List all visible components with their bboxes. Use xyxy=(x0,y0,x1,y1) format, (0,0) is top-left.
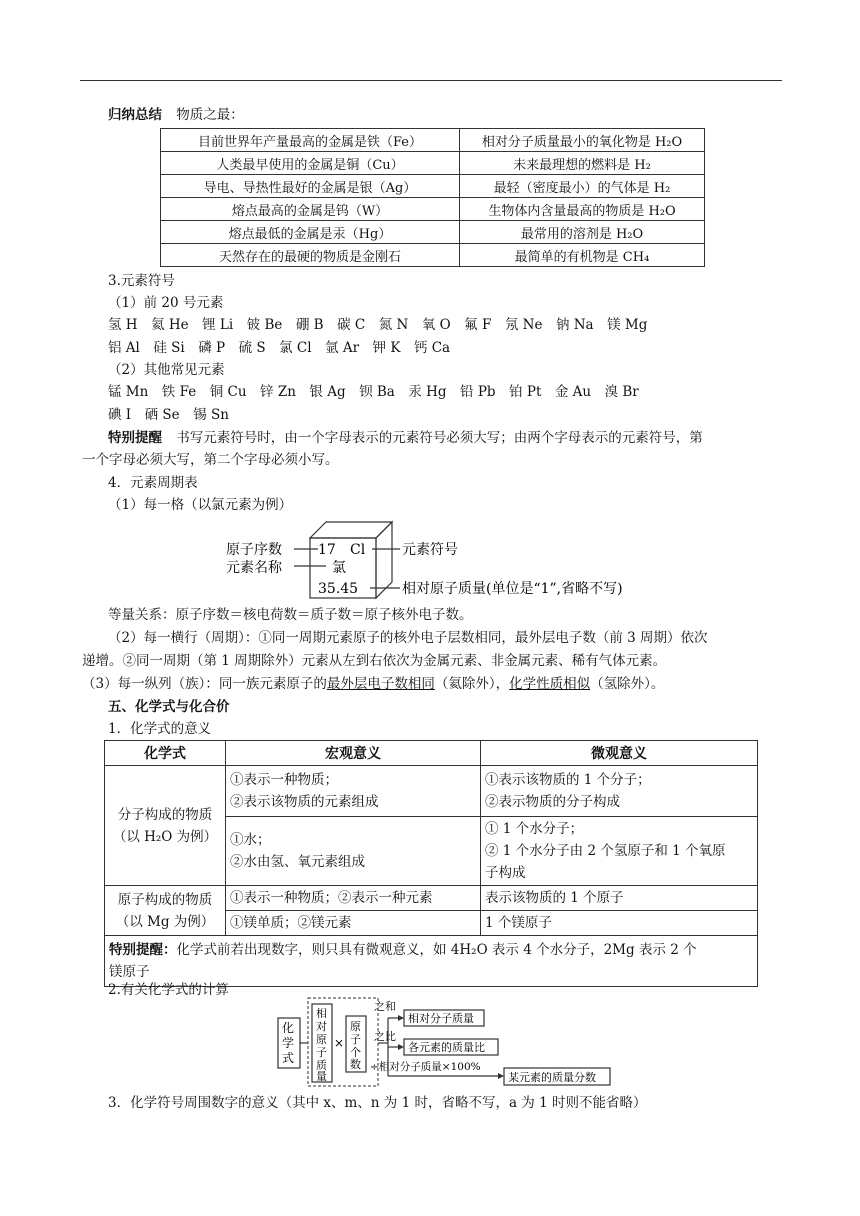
result-mass-fraction: 某元素的质量分数 xyxy=(508,1071,596,1084)
cell-line: ①表示该物质的 1 个分子； xyxy=(485,772,651,788)
table-cell: 熔点最高的金属是钨（W） xyxy=(161,198,460,221)
cell-line: ①水； xyxy=(230,832,271,848)
reminder-text: 书写元素符号时，由一个字母表示的元素符号必须大写；由两个字母表示的元素符号，第 xyxy=(176,430,703,446)
cell-line: ②水由氢、氧元素组成 xyxy=(230,854,365,870)
table-row xyxy=(161,198,705,221)
table-row xyxy=(105,936,758,987)
calc-heading: 2.有关化学式的计算 xyxy=(108,982,229,998)
header-rule xyxy=(80,80,782,81)
periodic-cell-diagram xyxy=(222,518,682,600)
header-macro: 宏观意义 xyxy=(226,741,481,766)
note-line-2: 镁原子 xyxy=(109,964,150,980)
digits-heading: 3．化学符号周围数字的意义（其中 x、m、n 为 1 时，省略不写，a 为 1 时则不能省略） xyxy=(108,1095,647,1111)
table-cell: 未来最理想的燃料是 H₂ xyxy=(460,152,705,175)
box-formula-text: 化学式 xyxy=(282,1021,295,1065)
cell-symbol: Cl xyxy=(350,542,366,558)
note-text: 化学式前若出现数字，则只具有微观意义，如 4H₂O 表示 4 个水分子，2Mg 表示 2 个 xyxy=(176,942,697,958)
group-underline-1: 最外层电子数相同 xyxy=(326,676,435,692)
group-underline-2: 化学性质相似 xyxy=(509,676,591,692)
cell-line: ① 1 个水分子； xyxy=(485,821,584,837)
label-atomic-number: 原子序数 xyxy=(226,542,282,558)
molecule-label-2: （以 H₂O 为例） xyxy=(112,828,218,845)
table-cell: 相对分子质量最小的氧化物是 H₂O xyxy=(460,129,705,152)
table-cell xyxy=(226,817,481,886)
result-mass-ratio: 各元素的质量比 xyxy=(408,1041,485,1054)
period-line-2: 递增。②同一周期（第 1 周期除外）元素从左到右依次为金属元素、非金属元素、稀有气体元素。 xyxy=(82,653,667,669)
table-cell xyxy=(481,766,758,817)
group-text-pre: （3）每一纵列（族）：同一族元素原子的 xyxy=(82,676,327,692)
superlatives-table xyxy=(160,128,705,267)
label-sum: 之和 xyxy=(374,1000,396,1013)
cell-line: ② 1 个水分子由 2 个氢原子和 1 个氧原 xyxy=(485,843,726,859)
other-heading: （2）其他常见元素 xyxy=(108,362,225,378)
table-cell: 人类最早使用的金属是铜（Cu） xyxy=(161,152,460,175)
cell-mass: 35.45 xyxy=(318,581,359,597)
periodic-heading: 4．元素周期表 xyxy=(108,475,198,491)
reminder-label: 特别提醒 xyxy=(108,430,162,446)
molecule-substance-cell xyxy=(105,766,226,886)
box-relative-mass-text: 相对原子质量 xyxy=(316,1007,327,1083)
table-cell: 表示该物质的 1 个原子 xyxy=(481,886,758,911)
table-row xyxy=(105,766,758,817)
cube-side-face xyxy=(376,522,392,598)
label-relative-mass: 相对原子质量(单位是“1”,省略不写) xyxy=(402,581,623,597)
label-element-name: 元素名称 xyxy=(226,560,282,576)
table-cell: 最轻（密度最小）的气体是 H₂ xyxy=(460,175,705,198)
label-ratio: 之比 xyxy=(374,1030,396,1043)
label-element-symbol: 元素符号 xyxy=(402,542,458,558)
cell-line: ②表示物质的分子构成 xyxy=(485,794,620,810)
summary-heading xyxy=(108,106,244,124)
note-label: 特别提醒： xyxy=(109,942,177,958)
header-micro: 微观意义 xyxy=(481,741,758,766)
box-atom-count-text: 原子个数 xyxy=(350,1020,361,1071)
reminder-line-1 xyxy=(108,429,703,447)
table-row xyxy=(161,244,705,267)
table-row xyxy=(161,152,705,175)
table-cell xyxy=(226,766,481,817)
result-molecular-mass: 相对分子质量 xyxy=(408,1012,474,1025)
table-cell: 最简单的有机物是 CH₄ xyxy=(460,244,705,267)
group-text-mid: （氦除外）， xyxy=(434,676,510,692)
first20-heading: （1）前 20 号元素 xyxy=(108,295,224,311)
group-line xyxy=(82,675,664,693)
atom-label-1: 原子构成的物质 xyxy=(117,891,213,908)
meaning-heading: 1．化学式的意义 xyxy=(108,721,212,737)
table-row xyxy=(161,129,705,152)
first20-line-1: 氢 H 氦 He 锂 Li 铍 Be 硼 B 碳 C 氮 N 氧 O 氟 F 氖 Ne 钠 Na 镁 Mg xyxy=(108,317,648,333)
table-cell: ①镁单质；②镁元素 xyxy=(226,911,481,936)
times-sign: × xyxy=(334,1036,345,1050)
cell-atomic-number: 17 xyxy=(318,542,336,558)
table-row xyxy=(161,175,705,198)
group-text-post: （氢除外）。 xyxy=(590,676,665,692)
table-cell: 目前世界年产量最高的金属是铁（Fe） xyxy=(161,129,460,152)
table-cell: 生物体内含量最高的物质是 H₂O xyxy=(460,198,705,221)
molecule-label-1: 分子构成的物质 xyxy=(117,806,213,823)
note-line-1 xyxy=(109,939,753,961)
table-cell: 1 个镁原子 xyxy=(481,911,758,936)
cell-line: ②表示该物质的元素组成 xyxy=(230,794,379,810)
first20-line-2: 铝 Al 硅 Si 磷 P 硫 S 氯 Cl 氩 Ar 钾 K 钙 Ca xyxy=(108,340,451,356)
period-line-1: （2）每一横行（周期）：①同一周期元素原子的核外电子层数相同，最外层电子数（前 3 周期）依次 xyxy=(108,630,708,646)
label-divide: ÷相对分子质量×100% xyxy=(370,1061,481,1073)
table-cell: 熔点最低的金属是汞（Hg） xyxy=(161,221,460,244)
equality-line: 等量关系：原子序数＝核电荷数＝质子数＝原子核外电子数。 xyxy=(108,607,473,623)
table-row xyxy=(105,741,758,766)
cell-line: ①表示一种物质； xyxy=(230,772,338,788)
table-cell: 导电、导热性最好的金属是银（Ag） xyxy=(161,175,460,198)
table-cell: ①表示一种物质；②表示一种元素 xyxy=(226,886,481,911)
note-cell xyxy=(105,936,758,987)
formula-meaning-table xyxy=(104,740,758,987)
cube-top-face xyxy=(310,522,392,538)
symbols-heading: 3.元素符号 xyxy=(108,273,175,289)
summary-label: 归纳总结 xyxy=(108,107,162,123)
cell-line: 子构成 xyxy=(485,865,526,881)
table-cell xyxy=(481,817,758,886)
formula-calc-flow xyxy=(270,996,620,1088)
summary-title: 物质之最： xyxy=(176,107,244,123)
atom-label-2: （以 Mg 为例） xyxy=(115,913,215,930)
table-row xyxy=(161,221,705,244)
cell-element-name: 氯 xyxy=(332,560,346,576)
other-line-2: 碘 I 硒 Se 锡 Sn xyxy=(108,407,229,423)
section5-heading: 五、化学式与化合价 xyxy=(108,699,230,715)
cell-heading: （1）每一格（以氯元素为例） xyxy=(108,497,293,513)
header-formula: 化学式 xyxy=(105,741,226,766)
other-line-1: 锰 Mn 铁 Fe 铜 Cu 锌 Zn 银 Ag 钡 Ba 汞 Hg 铅 Pb 铂 Pt 金 Au 溴 Br xyxy=(108,384,639,400)
atom-substance-cell xyxy=(105,886,226,936)
table-row xyxy=(105,886,758,911)
table-cell: 最常用的溶剂是 H₂O xyxy=(460,221,705,244)
table-cell: 天然存在的最硬的物质是金刚石 xyxy=(161,244,460,267)
reminder-line-2: 一个字母必须大写，第二个字母必须小写。 xyxy=(82,452,339,468)
